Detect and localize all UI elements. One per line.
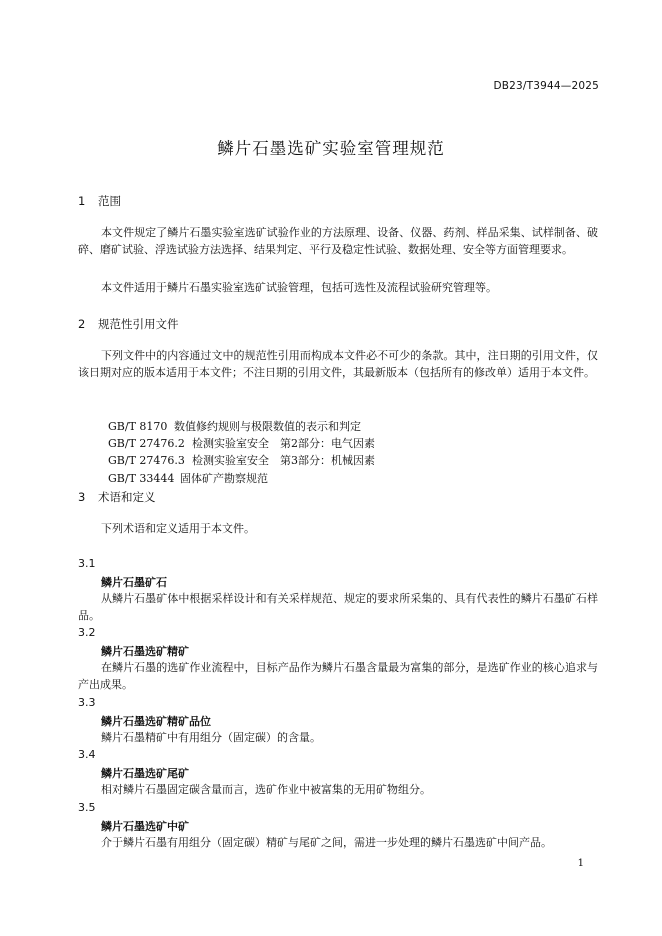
term-definition: 介于鳞片石墨有用组分（固定碳）精矿与尾矿之间，需进一步处理的鳞片石墨选矿中间产品。 bbox=[101, 836, 552, 849]
term-number: 3.4 bbox=[78, 748, 96, 761]
term-definition: 从鳞片石墨矿体中根据采样设计和有关采样规范、规定的要求所采集的、具有代表性的鳞片石墨矿石样品。 bbox=[78, 592, 598, 622]
term-name: 鳞片石墨选矿中矿 bbox=[101, 820, 189, 833]
term-number: 3.5 bbox=[78, 801, 96, 814]
section-1-heading bbox=[78, 193, 121, 209]
reference-name: 数值修约规则与极限数值的表示和判定 bbox=[174, 420, 361, 433]
reference-name: 检测实验室安全 第3部分：机械因素 bbox=[192, 454, 375, 467]
section-number: 3 bbox=[78, 490, 86, 504]
reference-item bbox=[101, 453, 268, 487]
section-3-paragraph-1: 下列术语和定义适用于本文件。 bbox=[101, 522, 255, 535]
section-2-paragraph-1: 下列文件中的内容通过文中的规范性引用而构成本文件必不可少的条款。其中，注日期的引用文件，仅该日期对应的版本适用于本文件；不注日期的引用文件，其最新版本（包括所有的修改单）适用于本文件。 bbox=[78, 349, 598, 379]
section-3-heading bbox=[78, 489, 156, 505]
section-1-paragraph-2: 本文件适用于鳞片石墨实验室选矿试验管理，包括可选性及流程试验研究管理等。 bbox=[101, 281, 497, 294]
section-title: 规范性引用文件 bbox=[98, 317, 179, 331]
standard-code: DB23/T3944—2025 bbox=[493, 80, 599, 92]
reference-name: 检测实验室安全 第2部分：电气因素 bbox=[192, 437, 375, 450]
section-title: 范围 bbox=[98, 194, 121, 208]
term-name: 鳞片石墨矿石 bbox=[101, 576, 167, 589]
section-2-heading bbox=[78, 316, 179, 332]
term-definition: 鳞片石墨精矿中有用组分（固定碳）的含量。 bbox=[101, 731, 321, 744]
term-definition: 相对鳞片石墨固定碳含量而言，选矿作业中被富集的无用矿物组分。 bbox=[101, 783, 431, 796]
section-title: 术语和定义 bbox=[98, 490, 156, 504]
term-number: 3.2 bbox=[78, 626, 96, 639]
term-number: 3.1 bbox=[78, 557, 96, 570]
reference-code: GB/T 8170 bbox=[108, 420, 168, 433]
term-definition: 在鳞片石墨的选矿作业流程中，目标产品作为鳞片石墨含量最为富集的部分，是选矿作业的核心追求与产出成果。 bbox=[78, 661, 598, 691]
term-name: 鳞片石墨选矿精矿 bbox=[101, 645, 189, 658]
reference-name: 固体矿产勘察规范 bbox=[180, 472, 268, 485]
reference-code: GB/T 27476.3 bbox=[108, 454, 185, 467]
section-1-paragraph-1: 本文件规定了鳞片石墨实验室选矿试验作业的方法原理、设备、仪器、药剂、样品采集、试样制备、破碎、磨矿试验、浮选试验方法选择、结果判定、平行及稳定性试验、数据处理、安全等方面管理要求。 bbox=[78, 226, 598, 256]
reference-code: GB/T 27476.2 bbox=[108, 437, 185, 450]
document-title: 鳞片石墨选矿实验室管理规范 bbox=[217, 139, 445, 158]
section-number: 1 bbox=[78, 194, 86, 208]
section-number: 2 bbox=[78, 317, 86, 331]
term-number: 3.3 bbox=[78, 696, 96, 709]
reference-code: GB/T 33444 bbox=[108, 472, 175, 485]
page-number: 1 bbox=[577, 858, 584, 869]
term-name: 鳞片石墨选矿精矿品位 bbox=[101, 715, 211, 728]
term-name: 鳞片石墨选矿尾矿 bbox=[101, 767, 189, 780]
